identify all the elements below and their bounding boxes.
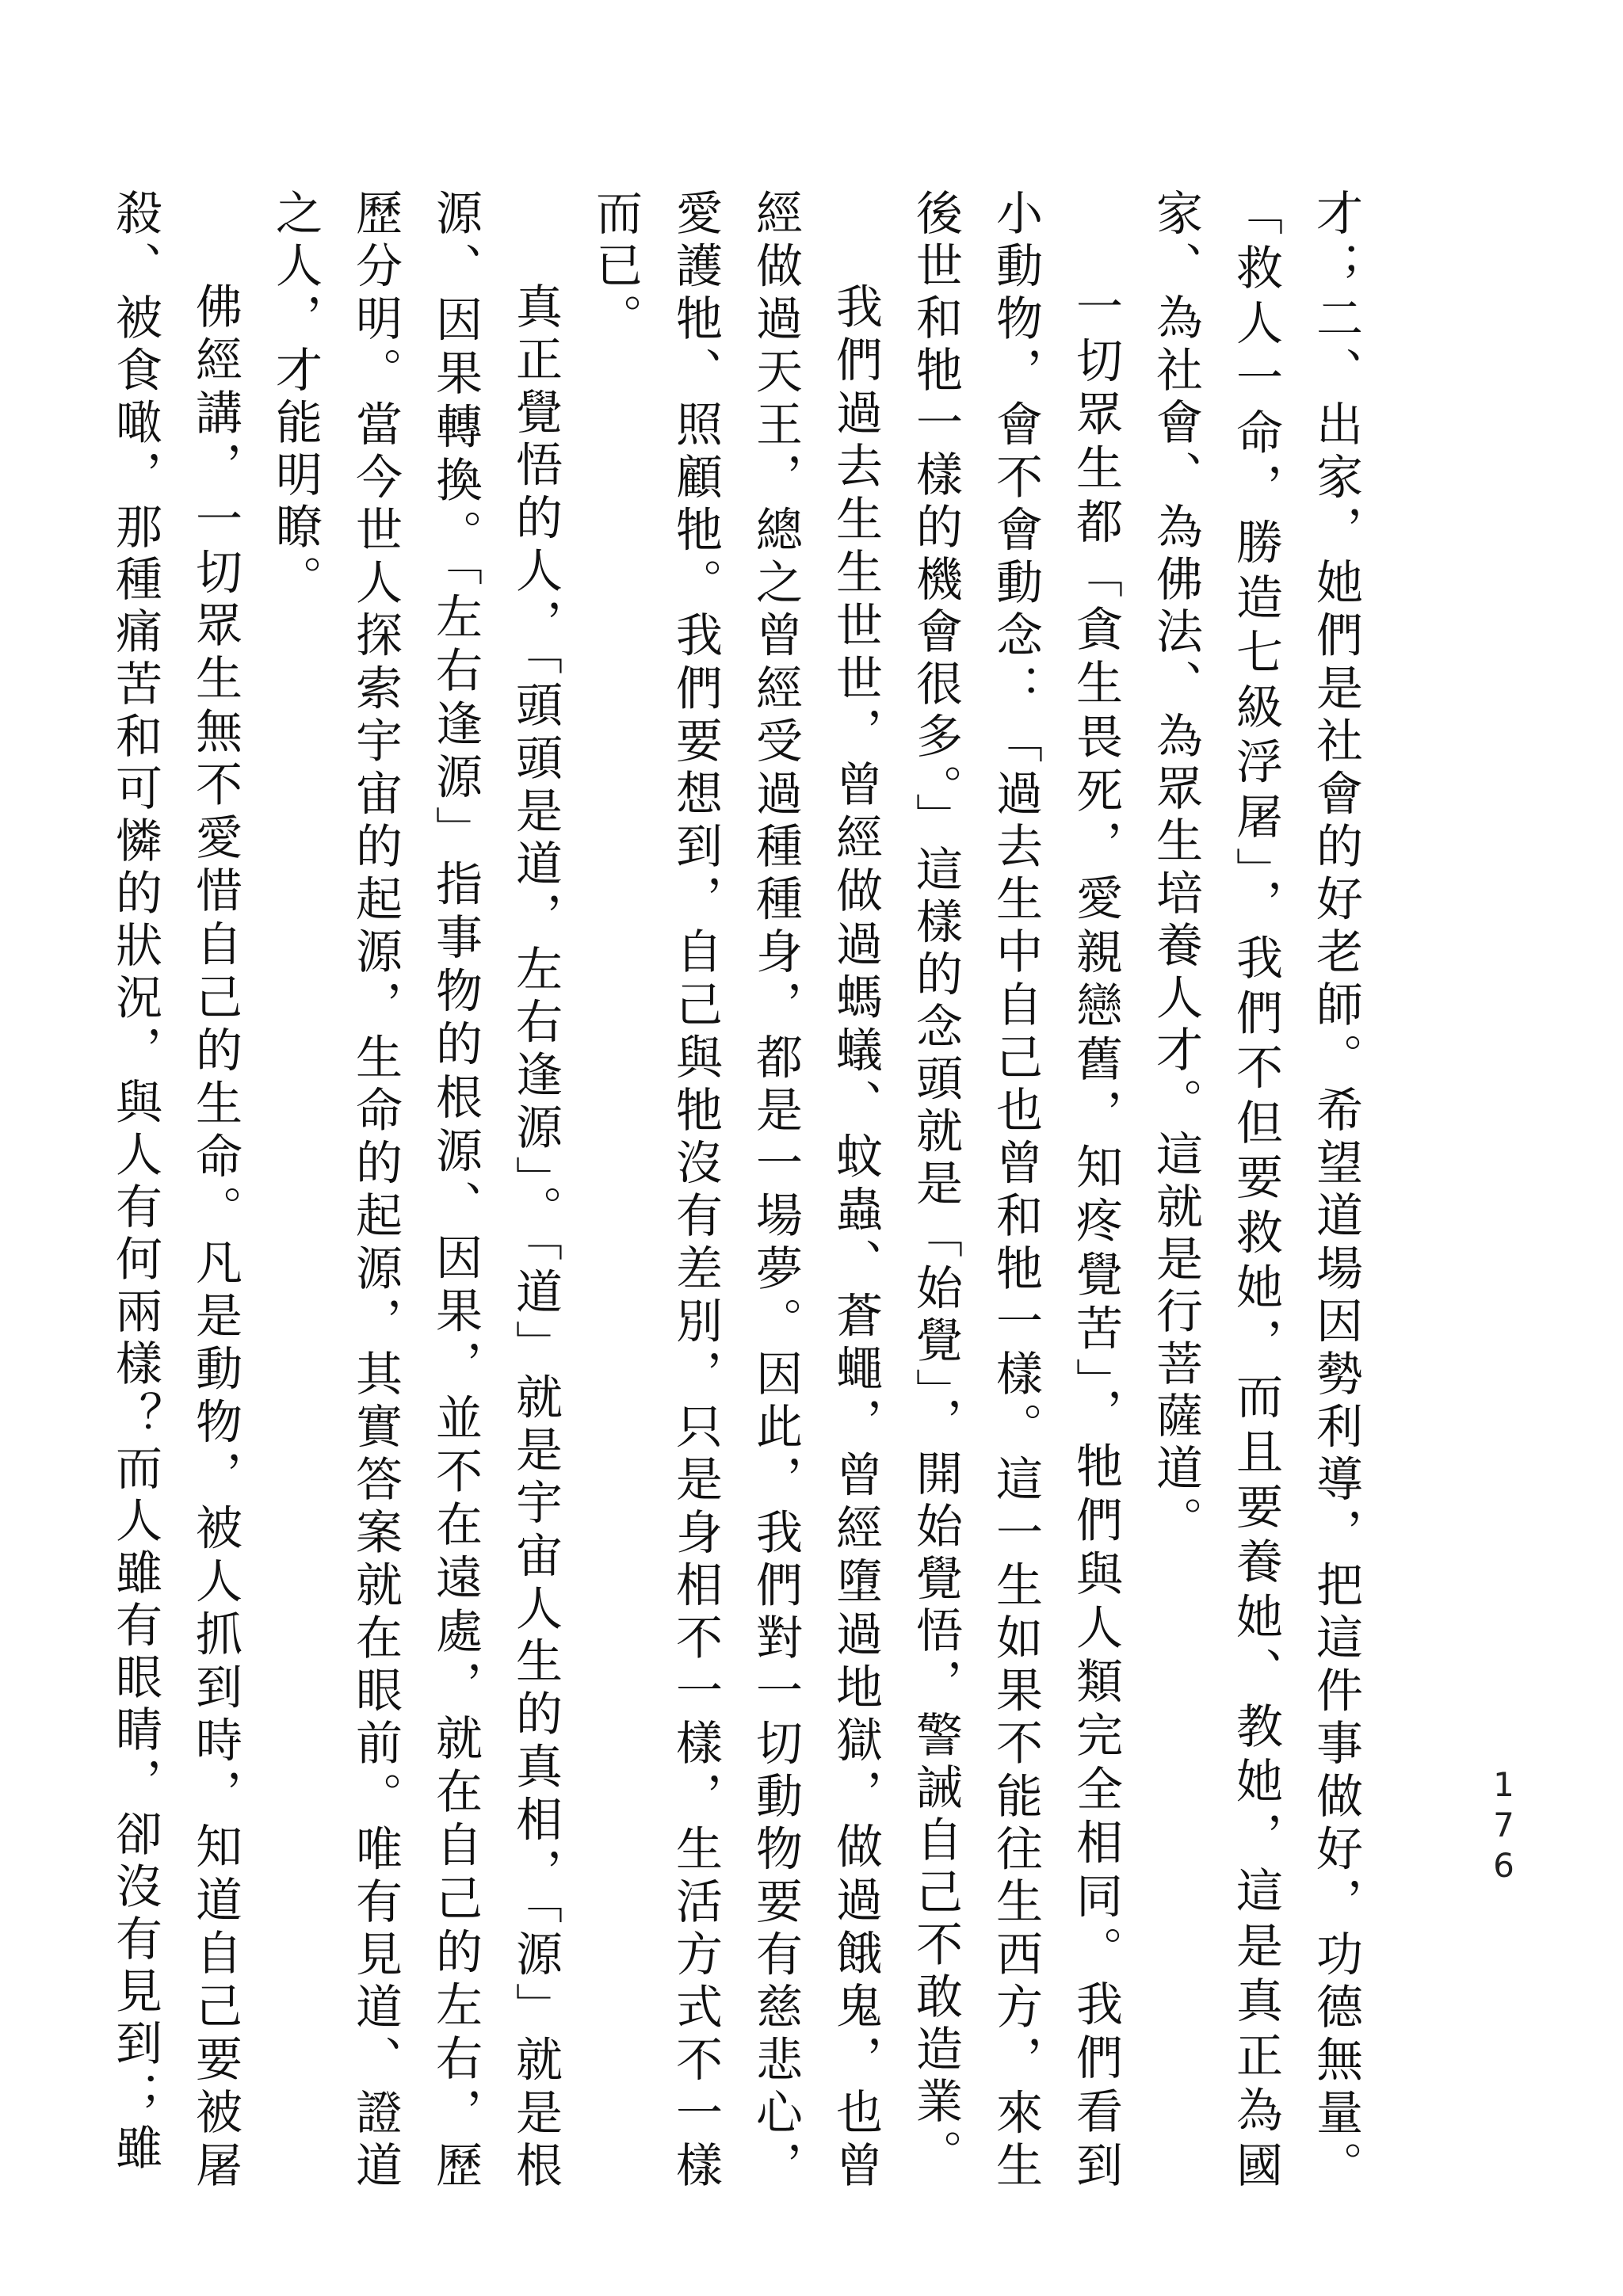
paragraph-awakened-person: 真正覺悟的人，「頭頭是道，左右逢源」。「道」就是宇宙人生的真相，「源」就是根源、因果轉換。「左右逢源」指事物的根源、因果，並不在遠處，就在自己的左右，歷歷分明。當今世人探索宇宙的起源，生命的起源，其實答案就在眼前。唯有見道、證道之人，才能明瞭。 (268, 189, 563, 2193)
page-number: 176 (1484, 1765, 1523, 1886)
paragraph-rescue-nuns: 才；二、出家，她們是社會的好老師。希望道場因勢利導，把這件事做好，功德無量。「救人一命，勝造七級浮屠」，我們不但要救她，而且要養她、教她，這是真正為國家、為社會、為佛法、為眾生培養人才。這就是行菩薩道。 (1148, 189, 1363, 2193)
paragraph-all-beings-fear-death: 一切眾生都「貪生畏死，愛親戀舊，知疼覺苦」，牠們與人類完全相同。我們看到小動物，會不會動念：「過去生中自己也曾和牠一樣。這一生如果不能往生西方，來生後世和牠一樣的機會很多。」這樣的念頭就是「始覺」，開始覺悟，警誡自己不敢造業。 (908, 189, 1123, 2193)
paragraph-past-lives: 我們過去生生世世，曾經做過螞蟻、蚊蟲、蒼蠅，曾經墮過地獄，做過餓鬼，也曾經做過天王，總之曾經受過種種身，都是一場夢。因此，我們對一切動物要有慈悲心，愛護牠、照顧牠。我們要想到，自己與牠沒有差別，只是身相不一樣，生活方式不一樣而已。 (588, 189, 883, 2193)
paragraph-sutra-teaching: 佛經講，一切眾生無不愛惜自己的生命。凡是動物，被人抓到時，知道自己要被屠殺、被食噉，那種痛苦和可憐的狀況，與人有何兩樣？而人雖有眼睛，卻沒有見到；雖 (108, 189, 242, 2193)
vertical-text-body (95, 189, 1376, 2193)
